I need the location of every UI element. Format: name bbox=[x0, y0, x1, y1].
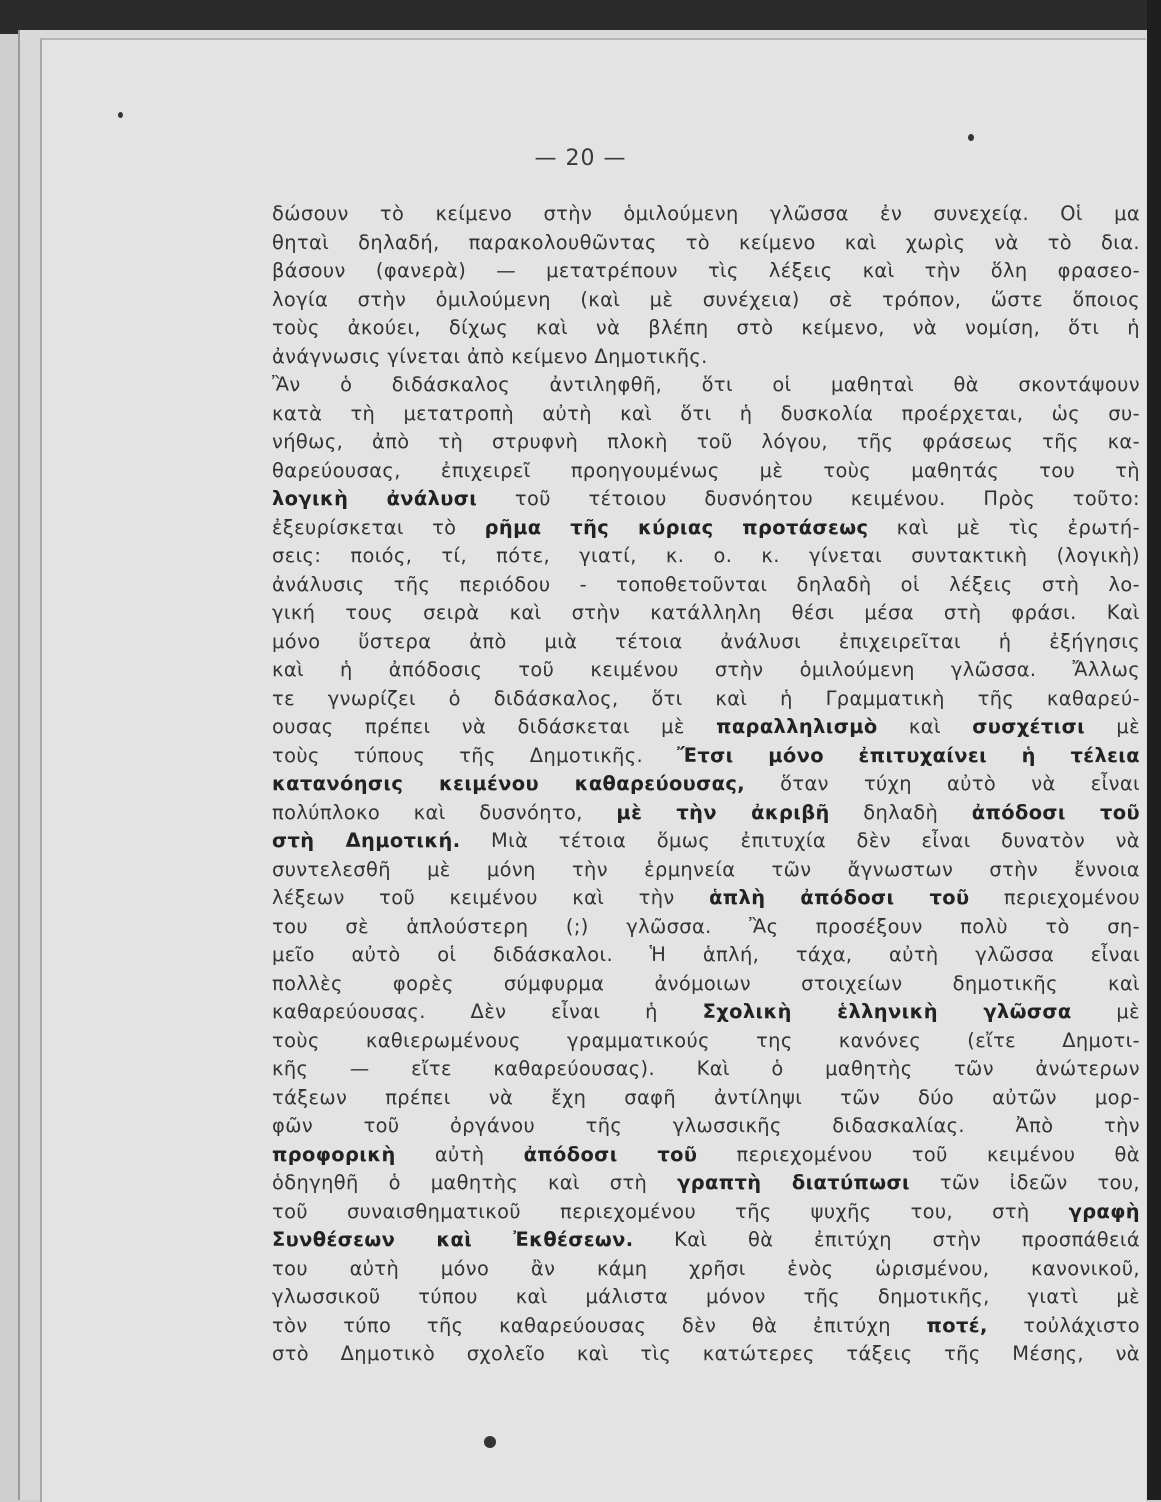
bold-text-run: Συνθέσεων καὶ Ἐκθέσεων. bbox=[272, 1228, 634, 1251]
bold-text-run: κατανόησις κειμένου καθαρεύουσας, bbox=[272, 772, 746, 795]
text-run: ουσας πρέπει νὰ διδάσκεται μὲ bbox=[272, 715, 717, 738]
text-line bbox=[272, 1027, 1140, 1056]
bold-text-run: γραπτὴ διατύπωσι bbox=[677, 1171, 910, 1194]
text-line bbox=[272, 742, 1140, 771]
text-run: αὐτὴ bbox=[395, 1142, 524, 1166]
text-line bbox=[272, 827, 1140, 856]
text-line bbox=[272, 457, 1140, 486]
text-run: περιεχομένου bbox=[969, 886, 1140, 909]
text-line bbox=[272, 799, 1140, 828]
bold-text-run: στὴ Δημοτική. bbox=[272, 829, 461, 852]
text-run: θαρεύουσας, ἐπιχειρεῖ προηγουμένως μὲ τοὺς μαθητάς του τὴ bbox=[272, 458, 1140, 482]
text-run: δώσουν τὸ κείμενο στὴν ὁμιλούμενη γλῶσσα ἐν συνεχείᾳ. Οἱ μα bbox=[272, 202, 1140, 225]
bold-text-run: Σχολικὴ ἑλληνικὴ γλῶσσα bbox=[702, 1000, 1072, 1023]
text-line bbox=[272, 1283, 1140, 1312]
text-line bbox=[272, 286, 1140, 315]
text-run: τοὐλάχιστο bbox=[987, 1313, 1140, 1337]
bold-text-run: ἀπόδοσι τοῦ bbox=[523, 1142, 698, 1166]
text-line bbox=[272, 1226, 1140, 1255]
text-run: Μιὰ τέτοια ὅμως ἐπιτυχία δὲν εἶναι δυνατὸν νὰ bbox=[460, 829, 1140, 852]
text-line bbox=[272, 229, 1140, 258]
text-line bbox=[272, 713, 1140, 742]
text-run: Καὶ θὰ ἐπιτύχη στὴν προσπάθειά bbox=[633, 1228, 1140, 1251]
text-run: τῶν ἰδεῶν του, bbox=[909, 1171, 1140, 1194]
text-line bbox=[272, 514, 1140, 543]
text-line bbox=[272, 371, 1140, 400]
bold-text-run: Ἔτσι μόνο ἐπιτυχαίνει ἡ τέλεια bbox=[677, 743, 1140, 767]
text-line bbox=[272, 970, 1140, 999]
text-run: ἐξευρίσκεται τὸ bbox=[272, 515, 485, 539]
text-run: φῶν τοῦ ὀργάνου τῆς γλωσσικῆς διδασκαλίας. Ἀπὸ τὴν bbox=[272, 1114, 1140, 1137]
text-run: του σὲ ἁπλούστερη (;) γλῶσσα. Ἂς προσέξουν πολὺ τὸ ση- bbox=[272, 914, 1140, 938]
bold-text-run: μὲ τὴν ἀκριβῆ bbox=[616, 800, 830, 824]
text-line bbox=[272, 599, 1140, 628]
text-run: πολλὲς φορὲς σύμφυρμα ἀνόμοιων στοιχείων δημοτικῆς καὶ bbox=[272, 971, 1140, 995]
text-run: ἀνάγνωσις γίνεται ἀπὸ κείμενο Δημοτικῆς. bbox=[272, 344, 708, 368]
text-line bbox=[272, 913, 1140, 942]
text-line bbox=[272, 656, 1140, 685]
page-number: — 20 — bbox=[534, 146, 627, 171]
bold-text-run: ρῆμα τῆς κύριας προτάσεως bbox=[484, 515, 869, 539]
ink-speck bbox=[484, 1436, 496, 1448]
text-run: ὅταν τύχη αὐτὸ νὰ εἶναι bbox=[745, 772, 1140, 795]
text-run: του αὐτὴ μόνο ἂν κάμη χρῆσι ἑνὸς ὡρισμένου, κανονικοῦ, bbox=[272, 1256, 1140, 1280]
text-run: κατὰ τὴ μετατροπὴ αὐτὴ καὶ ὅτι ἡ δυσκολία προέρχεται, ὡς συ- bbox=[272, 401, 1140, 425]
text-run: θηταὶ δηλαδή, παρακολουθῶντας τὸ κείμενο καὶ χωρὶς νὰ τὸ δια. bbox=[272, 230, 1140, 254]
text-line bbox=[272, 1141, 1140, 1170]
text-run: βάσουν (φανερὰ) — μετατρέπουν τὶς λέξεις καὶ τὴν ὅλη φρασεο- bbox=[272, 259, 1140, 282]
text-line bbox=[272, 1198, 1140, 1227]
text-line bbox=[272, 1255, 1140, 1284]
text-run: γική τους σειρὰ καὶ στὴν κατάλληλη θέσι μέσα στὴ φράσι. Καὶ bbox=[272, 601, 1140, 624]
text-line bbox=[272, 1169, 1140, 1198]
text-line bbox=[272, 571, 1140, 600]
text-line bbox=[272, 1055, 1140, 1084]
ink-speck bbox=[118, 112, 123, 118]
text-run: μὲ bbox=[1071, 1000, 1140, 1023]
bold-text-run: προφορικὴ bbox=[272, 1142, 396, 1166]
text-run: γλωσσικοῦ τύπου καὶ μάλιστα μόνον τῆς δημοτικῆς, γιατὶ μὲ bbox=[272, 1285, 1140, 1308]
text-run: κῆς — εἴτε καθαρεύουσας). Καὶ ὁ μαθητὴς τῶν ἀνώτερων bbox=[272, 1057, 1140, 1080]
text-line bbox=[272, 428, 1140, 457]
bold-text-run: ποτέ, bbox=[926, 1313, 988, 1337]
text-line bbox=[272, 542, 1140, 571]
text-run: καὶ ἡ ἀπόδοσις τοῦ κειμένου στὴν ὁμιλούμενη γλῶσσα. Ἄλλως bbox=[272, 658, 1140, 681]
text-run: ὁδηγηθῆ ὁ μαθητὴς καὶ στὴ bbox=[272, 1171, 678, 1194]
text-line bbox=[272, 314, 1140, 343]
bold-text-run: παραλληλισμὸ bbox=[716, 715, 878, 738]
text-line bbox=[272, 770, 1140, 799]
bold-text-run: γραφὴ bbox=[1068, 1199, 1140, 1223]
text-run: Ἂν ὁ διδάσκαλος ἀντιληφθῆ, ὅτι οἱ μαθηταὶ θὰ σκοντάψουν bbox=[272, 373, 1140, 396]
text-run: σεις: ποιός, τί, πότε, γιατί, κ. ο. κ. γίνεται συντακτικὴ (λογικὴ) bbox=[272, 544, 1140, 567]
text-run: μόνο ὕστερα ἀπὸ μιὰ τέτοια ἀνάλυσι ἐπιχειρεῖται ἡ ἐξήγησις bbox=[272, 629, 1140, 653]
bold-text-run: συσχέτισι bbox=[972, 715, 1086, 738]
text-run: τάξεων πρέπει νὰ ἔχη σαφῆ ἀντίληψι τῶν δύο αὐτῶν μορ- bbox=[272, 1085, 1140, 1109]
scan-border-top bbox=[0, 0, 1161, 34]
text-run: τοῦ τέτοιου δυσνόητου κειμένου. Πρὸς τοῦτο: bbox=[477, 487, 1140, 510]
text-run: περιεχομένου τοῦ κειμένου θὰ bbox=[697, 1142, 1140, 1166]
text-line bbox=[272, 685, 1140, 714]
text-line bbox=[272, 1340, 1140, 1369]
text-line bbox=[272, 485, 1140, 514]
text-run: καθαρεύουσας. Δὲν εἶναι ἡ bbox=[272, 1000, 703, 1023]
scan-border-right bbox=[1147, 0, 1161, 1500]
text-line bbox=[272, 856, 1140, 885]
bold-text-run: ἁπλὴ ἀπόδοσι τοῦ bbox=[709, 886, 970, 909]
text-run: λέξεων τοῦ κειμένου καὶ τὴν bbox=[272, 886, 710, 909]
text-line bbox=[272, 884, 1140, 913]
text-line bbox=[272, 400, 1140, 429]
text-run: τοὺς ἀκούει, δίχως καὶ νὰ βλέπη στὸ κείμενο, νὰ νομίση, ὅτι ἡ bbox=[272, 316, 1140, 339]
text-run: ἀνάλυσις τῆς περιόδου - τοποθετοῦνται δηλαδὴ οἱ λέξεις στὴ λο- bbox=[272, 572, 1140, 596]
text-line bbox=[272, 200, 1140, 229]
text-line bbox=[272, 628, 1140, 657]
text-line bbox=[272, 257, 1140, 286]
text-run: δηλαδὴ bbox=[829, 800, 972, 824]
text-run: πολύπλοκο καὶ δυσνόητο, bbox=[272, 800, 617, 824]
bold-text-run: ἀπόδοσι τοῦ bbox=[971, 800, 1140, 824]
bold-text-run: λογικὴ ἀνάλυσι bbox=[272, 487, 478, 510]
text-run: νήθως, ἀπὸ τὴ στρυφνὴ πλοκὴ τοῦ λόγου, τῆς φράσεως τῆς κα- bbox=[272, 430, 1140, 453]
text-line bbox=[272, 1312, 1140, 1341]
body-text bbox=[272, 200, 1140, 1369]
text-run: καὶ μὲ τὶς ἐρωτή- bbox=[868, 515, 1140, 539]
text-run: τοῦ συναισθηματικοῦ περιεχομένου τῆς ψυχῆς του, στὴ bbox=[272, 1199, 1069, 1223]
text-line bbox=[272, 1112, 1140, 1141]
ink-speck bbox=[968, 134, 974, 141]
text-line bbox=[272, 998, 1140, 1027]
text-line bbox=[272, 1084, 1140, 1113]
text-run: μεῖο αὐτὸ οἱ διδάσκαλοι. Ἡ ἁπλή, τάχα, αὐτὴ γλῶσσα εἶναι bbox=[272, 943, 1140, 966]
text-run: καὶ bbox=[877, 715, 973, 738]
text-run: τοὺς καθιερωμένους γραμματικούς της κανόνες (εἴτε Δημοτι- bbox=[272, 1028, 1140, 1052]
text-run: τὸν τύπο τῆς καθαρεύουσας δὲν θὰ ἐπιτύχη bbox=[272, 1313, 927, 1337]
text-run: τε γνωρίζει ὁ διδάσκαλος, ὅτι καὶ ἡ Γραμματικὴ τῆς καθαρεύ- bbox=[272, 686, 1140, 710]
text-run: στὸ Δημοτικὸ σχολεῖο καὶ τὶς κατώτερες τάξεις τῆς Μέσης, νὰ bbox=[272, 1342, 1140, 1365]
text-line bbox=[272, 941, 1140, 970]
text-run: λογία στὴν ὁμιλούμενη (καὶ μὲ συνέχεια) σὲ τρόπον, ὥστε ὅποιος bbox=[272, 287, 1140, 311]
text-run: συντελεσθῆ μὲ μόνη τὴν ἑρμηνεία τῶν ἄγνωστων στὴν ἔννοια bbox=[272, 857, 1140, 881]
text-line bbox=[272, 343, 1140, 372]
text-run: τοὺς τύπους τῆς Δημοτικῆς. bbox=[272, 743, 678, 767]
text-run: μὲ bbox=[1085, 715, 1140, 738]
